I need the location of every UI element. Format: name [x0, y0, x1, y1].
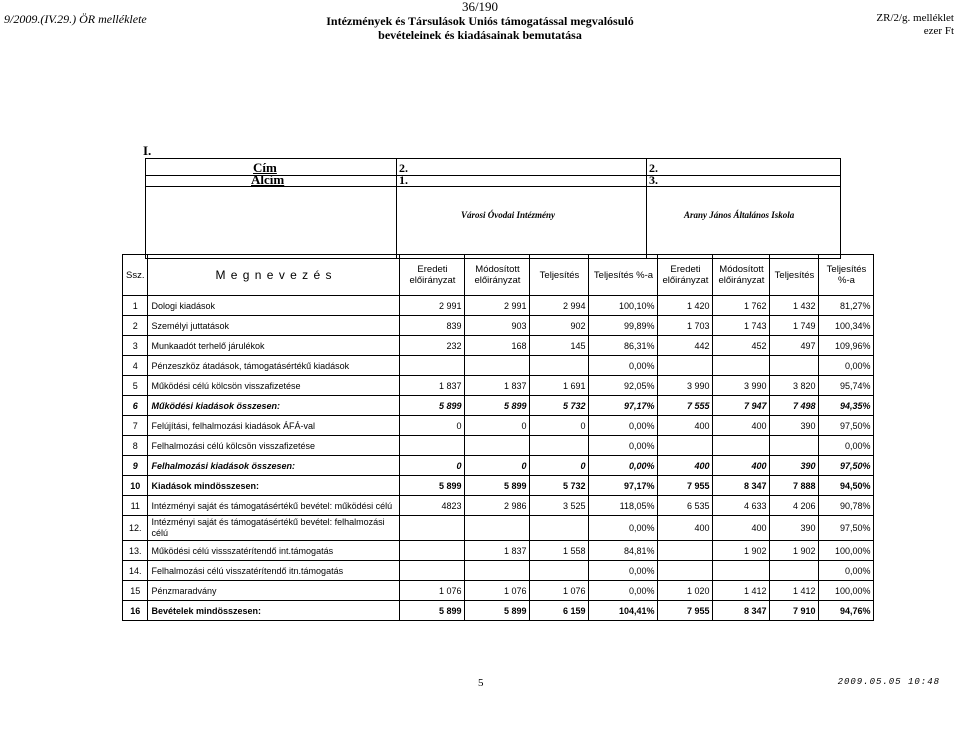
cell-value [530, 436, 589, 456]
cell-value: 7 955 [658, 476, 713, 496]
row-number: 4 [123, 356, 148, 376]
cell-value: 5 899 [400, 476, 465, 496]
table-header-row [123, 255, 874, 296]
cell-value: 1 837 [465, 376, 530, 396]
row-number: 15 [123, 581, 148, 601]
cell-value: 2 994 [530, 296, 589, 316]
cell-value: 0,00% [589, 561, 658, 581]
cell-value: 839 [400, 316, 465, 336]
cell-value [465, 561, 530, 581]
cell-value: 109,96% [819, 336, 874, 356]
row-label: Intézményi saját és támogatásértékű bevétel: felhalmozási célú [148, 516, 400, 541]
row-label: Felújítási, felhalmozási kiadások ÁFÁ-val [148, 416, 400, 436]
cell-value [770, 356, 819, 376]
row-label: Felhalmozási kiadások összesen: [148, 456, 400, 476]
cell-value: 100,00% [819, 581, 874, 601]
cell-value: 4 206 [770, 496, 819, 516]
institution-1: Városi Óvodai Intézmény [461, 210, 556, 220]
cell-value: 1 837 [400, 376, 465, 396]
cell-value: 1 412 [713, 581, 770, 601]
cell-value [770, 561, 819, 581]
row-label: Bevételek mindösszesen: [148, 601, 400, 621]
row-label: Felhalmozási célú visszatérítendő itn.támogatás [148, 561, 400, 581]
cell-value [713, 356, 770, 376]
cell-value [465, 436, 530, 456]
table-row [123, 476, 874, 496]
header-reference: 9/2009.(IV.29.) ÖR melléklete [4, 12, 147, 26]
cell-value [400, 356, 465, 376]
cim-label: Cím [253, 160, 277, 175]
row-number: 9 [123, 456, 148, 476]
cell-value: 5 899 [400, 601, 465, 621]
cell-value: 452 [713, 336, 770, 356]
cell-value: 0,00% [589, 581, 658, 601]
cell-value: 97,17% [589, 396, 658, 416]
header-modositott-1: Módosított előirányzat [465, 255, 530, 296]
row-number: 2 [123, 316, 148, 336]
page-code: 36/190 [461, 0, 499, 14]
cell-value: 442 [658, 336, 713, 356]
page-number: 5 [478, 677, 484, 689]
cell-value: 0,00% [589, 456, 658, 476]
cell-value: 1 749 [770, 316, 819, 336]
cell-value [530, 356, 589, 376]
cell-value: 6 535 [658, 496, 713, 516]
cell-value [400, 561, 465, 581]
cell-value: 81,27% [819, 296, 874, 316]
cell-value: 400 [713, 456, 770, 476]
cell-value: 0,00% [589, 516, 658, 541]
document-title-line2: bevételeinek és kiadásainak bemutatása [378, 28, 582, 42]
cell-value: 7 555 [658, 396, 713, 416]
cell-value: 97,50% [819, 416, 874, 436]
row-number: 13. [123, 541, 148, 561]
cell-value: 497 [770, 336, 819, 356]
row-number: 10 [123, 476, 148, 496]
row-number: 3 [123, 336, 148, 356]
alcim-value-1: 1. [399, 173, 408, 187]
cell-value: 97,50% [819, 456, 874, 476]
cell-value: 100,00% [819, 541, 874, 561]
cell-value: 1 558 [530, 541, 589, 561]
cell-value: 5 732 [530, 476, 589, 496]
table-row [123, 296, 874, 316]
row-number: 12. [123, 516, 148, 541]
currency-unit: ezer Ft [923, 25, 954, 37]
row-number: 11 [123, 496, 148, 516]
cell-value: 1 420 [658, 296, 713, 316]
table-row [123, 561, 874, 581]
cell-value: 1 703 [658, 316, 713, 336]
header-right [876, 12, 954, 38]
cell-value: 390 [770, 456, 819, 476]
cell-value: 100,34% [819, 316, 874, 336]
cell-value: 1 076 [465, 581, 530, 601]
cell-value: 1 743 [713, 316, 770, 336]
cell-value: 0,00% [589, 416, 658, 436]
cell-value: 5 899 [465, 601, 530, 621]
cell-value: 0,00% [589, 356, 658, 376]
cell-value: 400 [658, 456, 713, 476]
table-row [123, 436, 874, 456]
row-label: Pénzmaradvány [148, 581, 400, 601]
cell-value: 95,74% [819, 376, 874, 396]
cell-value [465, 356, 530, 376]
cell-value: 4823 [400, 496, 465, 516]
financial-table [122, 254, 874, 621]
row-number: 16 [123, 601, 148, 621]
cell-value: 1 412 [770, 581, 819, 601]
cell-value: 390 [770, 416, 819, 436]
section-numeral: I. [143, 143, 152, 158]
cell-value: 97,17% [589, 476, 658, 496]
header-ssz: Ssz. [123, 255, 148, 296]
cim-value-1: 2. [399, 161, 408, 175]
row-label: Működési kiadások összesen: [148, 396, 400, 416]
cell-value: 0,00% [819, 436, 874, 456]
title-box [145, 158, 841, 259]
annex-code: ZR/2/g. melléklet [876, 12, 954, 24]
cell-value: 100,10% [589, 296, 658, 316]
cell-value: 0 [465, 416, 530, 436]
cell-value: 104,41% [589, 601, 658, 621]
table-row [123, 356, 874, 376]
row-number: 1 [123, 296, 148, 316]
cell-value: 1 902 [713, 541, 770, 561]
cell-value: 1 432 [770, 296, 819, 316]
cell-value: 7 888 [770, 476, 819, 496]
cell-value: 0 [400, 416, 465, 436]
cell-value: 7 947 [713, 396, 770, 416]
cell-value: 3 990 [713, 376, 770, 396]
cell-value: 0,00% [819, 561, 874, 581]
cell-value: 8 347 [713, 601, 770, 621]
cell-value: 6 159 [530, 601, 589, 621]
header-teljesites-2: Teljesítés [770, 255, 819, 296]
cell-value: 232 [400, 336, 465, 356]
cell-value: 5 899 [465, 476, 530, 496]
alcim-label: Alcím [251, 172, 285, 187]
cell-value: 4 633 [713, 496, 770, 516]
cell-value: 400 [713, 516, 770, 541]
cell-value: 97,50% [819, 516, 874, 541]
cim-value-2: 2. [649, 161, 658, 175]
cell-value [400, 541, 465, 561]
cell-value: 1 020 [658, 581, 713, 601]
row-label: Dologi kiadások [148, 296, 400, 316]
cell-value: 7 955 [658, 601, 713, 621]
alcim-value-2: 3. [649, 173, 658, 187]
cell-value: 400 [658, 516, 713, 541]
cell-value: 94,50% [819, 476, 874, 496]
cell-value [770, 436, 819, 456]
row-label: Felhalmozási célú kölcsön visszafizetése [148, 436, 400, 456]
table-row [123, 496, 874, 516]
cell-value: 1 762 [713, 296, 770, 316]
cell-value [658, 541, 713, 561]
row-label: Kiadások mindösszesen: [148, 476, 400, 496]
cell-value: 168 [465, 336, 530, 356]
cell-value: 7 498 [770, 396, 819, 416]
cell-value: 90,78% [819, 496, 874, 516]
institution-2: Arany János Általános Iskola [684, 210, 795, 220]
row-label: Működési célú kölcsön visszafizetése [148, 376, 400, 396]
cell-value: 0 [400, 456, 465, 476]
header-center [300, 0, 660, 42]
row-number: 8 [123, 436, 148, 456]
cell-value: 2 991 [465, 296, 530, 316]
cell-value: 99,89% [589, 316, 658, 336]
cell-value: 3 820 [770, 376, 819, 396]
cell-value: 0 [465, 456, 530, 476]
row-number: 14. [123, 561, 148, 581]
table-row [123, 416, 874, 436]
cell-value: 3 990 [658, 376, 713, 396]
cell-value: 94,35% [819, 396, 874, 416]
cell-value: 5 732 [530, 396, 589, 416]
cell-value: 94,76% [819, 601, 874, 621]
table-row [123, 541, 874, 561]
cell-value: 84,81% [589, 541, 658, 561]
cell-value: 5 899 [400, 396, 465, 416]
header-szazalek-1: Teljesítés %-a [589, 255, 658, 296]
cell-value: 0 [530, 456, 589, 476]
table-row [123, 316, 874, 336]
table-row [123, 336, 874, 356]
cell-value: 390 [770, 516, 819, 541]
cell-value [658, 356, 713, 376]
document-title-line1: Intézmények és Társulások Uniós támogatással megvalósuló [326, 14, 634, 28]
row-number: 6 [123, 396, 148, 416]
cell-value [530, 561, 589, 581]
table-row [123, 396, 874, 416]
cell-value [713, 436, 770, 456]
cell-value: 7 910 [770, 601, 819, 621]
cell-value: 0,00% [589, 436, 658, 456]
cell-value: 400 [713, 416, 770, 436]
cell-value: 1 902 [770, 541, 819, 561]
row-label: Működési célú vissszatérítendő int.támogatás [148, 541, 400, 561]
cell-value: 2 986 [465, 496, 530, 516]
cell-value: 3 525 [530, 496, 589, 516]
header-modositott-2: Módosított előirányzat [713, 255, 770, 296]
table-row [123, 376, 874, 396]
cell-value: 86,31% [589, 336, 658, 356]
row-label: Személyi juttatások [148, 316, 400, 336]
cell-value: 1 691 [530, 376, 589, 396]
row-label: Intézményi saját és támogatásértékű bevétel: működési célú [148, 496, 400, 516]
cell-value [658, 561, 713, 581]
cell-value: 8 347 [713, 476, 770, 496]
cell-value [400, 516, 465, 541]
header-eredeti-2: Eredeti előirányzat [658, 255, 713, 296]
row-label: Munkaadót terhelő járulékok [148, 336, 400, 356]
row-label: Pénzeszköz átadások, támogatásértékű kiadások [148, 356, 400, 376]
table-row [123, 456, 874, 476]
cell-value [465, 516, 530, 541]
cell-value: 92,05% [589, 376, 658, 396]
header-name: M e g n e v e z é s [148, 255, 400, 296]
cell-value [658, 436, 713, 456]
row-number: 7 [123, 416, 148, 436]
cell-value [400, 436, 465, 456]
cell-value: 0,00% [819, 356, 874, 376]
print-timestamp: 2009.05.05 10:48 [837, 677, 940, 687]
header-teljesites-1: Teljesítés [530, 255, 589, 296]
cell-value: 118,05% [589, 496, 658, 516]
cell-value: 2 991 [400, 296, 465, 316]
row-number: 5 [123, 376, 148, 396]
cell-value: 1 076 [400, 581, 465, 601]
table-row [123, 601, 874, 621]
cell-value: 400 [658, 416, 713, 436]
cell-value: 903 [465, 316, 530, 336]
cell-value: 145 [530, 336, 589, 356]
header-szazalek-2: Teljesítés %-a [819, 255, 874, 296]
table-row [123, 581, 874, 601]
header-eredeti-1: Eredeti előirányzat [400, 255, 465, 296]
cell-value [530, 516, 589, 541]
cell-value [713, 561, 770, 581]
table-row [123, 516, 874, 541]
cell-value: 902 [530, 316, 589, 336]
cell-value: 0 [530, 416, 589, 436]
cell-value: 1 076 [530, 581, 589, 601]
cell-value: 1 837 [465, 541, 530, 561]
cell-value: 5 899 [465, 396, 530, 416]
